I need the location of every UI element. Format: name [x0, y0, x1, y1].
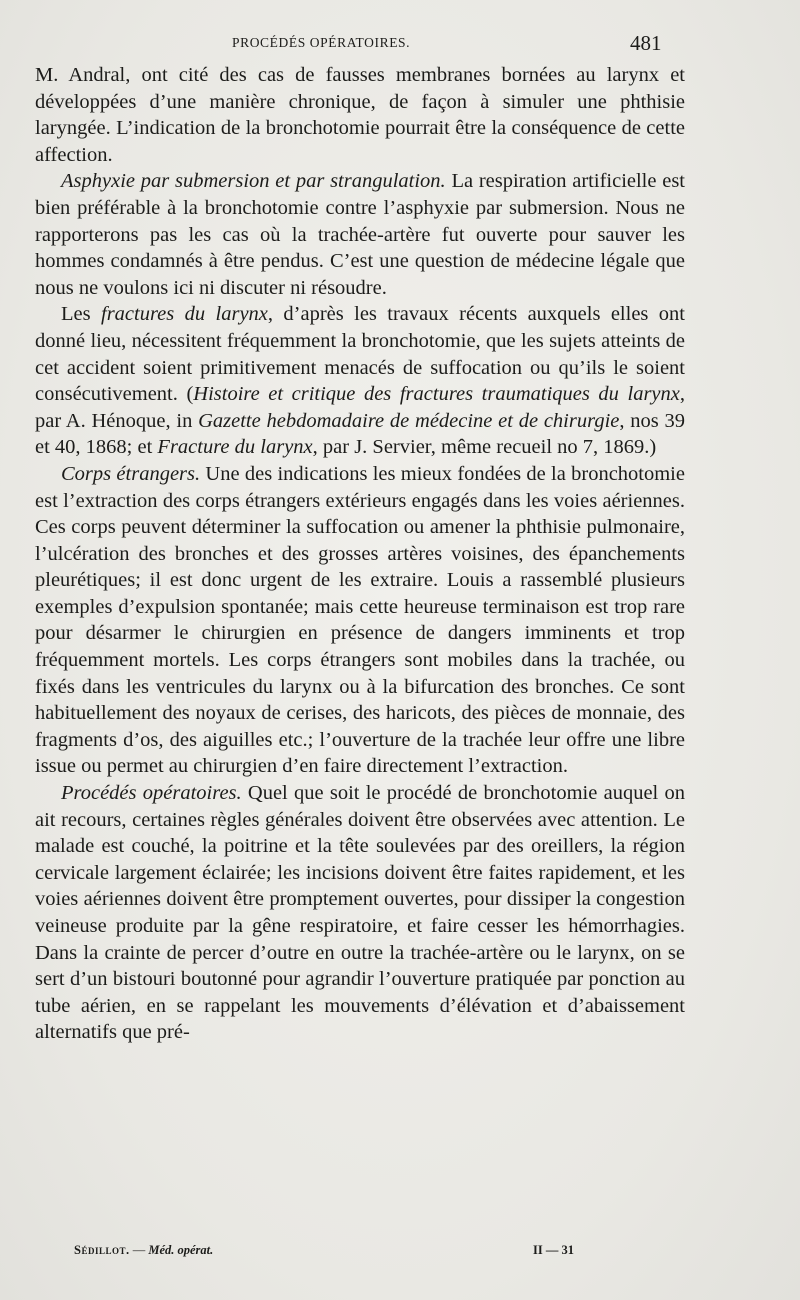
footer-signature: II — 31	[533, 1243, 574, 1257]
paragraph-asphyxie-text: La respiration artificielle est bien préférable à la bronchotomie contre l’asphyxie par submersion. Nous ne rapporterons pas les cas où la trachée-artère fut ouverte pour sauver les hommes condamnés à être pendus. C’est une question de médecine légale que nous ne voulons ici ni discuter ni résoudre.	[35, 170, 686, 299]
fractures-text-a: Les	[61, 303, 101, 326]
fractures-text-e: , par J. Servier, même recueil no 7, 1869.)	[312, 436, 657, 459]
footer-separator: —	[129, 1243, 149, 1257]
paragraph-procedes-text: Quel que soit le procédé de bronchotomie auquel on ait recours, certaines règles générales doivent être observées avec attention. Le malade est couché, la poitrine et la tête soulevées par des oreillers, la région cervicale largement éclairée; les incisions doivent être faites rapidement, et les voies aériennes doivent être promptement ouvertes, pour dissiper la congestion veineuse produite par la gêne respiratoire, et faire cesser les hémorrhagies. Dans la crainte de percer d’outre en outre la trachée-artère ou le larynx, on se sert d’un bistouri boutonné pour agrandir l’ouverture pratiquée par ponction au tube aérien, en se rappelant les mouvements d’élévation et d’abaissement alternatifs que pré-	[35, 782, 685, 1044]
fractures-text-d: , nos 39 et 40, 1868; et	[35, 409, 685, 459]
paragraph-corps-etrangers-text: Une des indications les mieux fondées de la bronchotomie est l’extraction des corps étrangers extérieurs engagés dans les voies aériennes. Ces corps peuvent déterminer la suffocation ou amener la phthisie pulmonaire, l’ulcération des bronches et des grosses artères voisines, des épanchements pleurétiques; il est donc urgent de les extraire. Louis a rassemblé plusieurs exemples d’expulsion spontanée; mais cette heureuse terminaison est trop rare pour désarmer le chirurgien en présence de dangers imminents et trop fréquemment mortels. Les corps étrangers sont mobiles dans la trachée, ou fixés dans les ventricules du larynx ou à la bifurcation des bronches. Ce sont habituellement des noyaux de cerises, des haricots, des pièces de monnaie, des fragments d’os, des aiguilles etc.; l’ouverture de la trachée leur offre une libre issue ou permet au chirurgien d’en faire directement l’extraction.	[35, 462, 685, 778]
fractures-text-c: , par A. Hénoque, in	[35, 383, 685, 432]
section-title-corps-etrangers: Corps étrangers.	[61, 462, 201, 485]
paragraph-1	[35, 62, 685, 168]
section-title-asphyxie: Asphyxie par submersion et par strangulation.	[61, 170, 446, 193]
fractures-term: fractures du larynx	[101, 303, 268, 326]
paragraph-procedes	[35, 780, 685, 1046]
paragraph-1-text: M. Andral, ont cité des cas de fausses membranes bornées au larynx et développées d’une manière chronique, de façon à simuler une phthisie laryngée. L’indication de la bronchotomie pourrait être la conséquence de cette affection.	[35, 64, 685, 166]
citation-journal: Gazette hebdomadaire de médecine et de chirurgie	[198, 409, 620, 432]
page-footer	[0, 1243, 800, 1263]
body-text	[35, 62, 685, 1046]
section-title-procedes: Procédés opératoires.	[61, 782, 242, 805]
footer-imprint	[74, 1243, 213, 1258]
paragraph-asphyxie	[35, 168, 685, 301]
paragraph-fractures	[35, 301, 685, 461]
running-title: PROCÉDÉS OPÉRATOIRES.	[232, 35, 411, 50]
citation-title-1: Histoire et critique des fractures traumatiques du larynx	[193, 383, 680, 406]
page-number: 481	[630, 31, 662, 55]
running-head	[0, 33, 800, 57]
footer-author: Sédillot.	[74, 1243, 130, 1257]
footer-book-title: Méd. opérat.	[148, 1243, 214, 1257]
fractures-text-b: , d’après les travaux récents auxquels elles ont donné lieu, nécessitent fréquemment la bronchotomie, que les sujets atteints de cet accident soient primitivement menacés de suffocation ou qu’ils le soient consécutivement. (	[35, 303, 685, 406]
citation-title-2: Fracture du larynx	[157, 436, 313, 459]
paragraph-corps-etrangers	[35, 461, 685, 780]
